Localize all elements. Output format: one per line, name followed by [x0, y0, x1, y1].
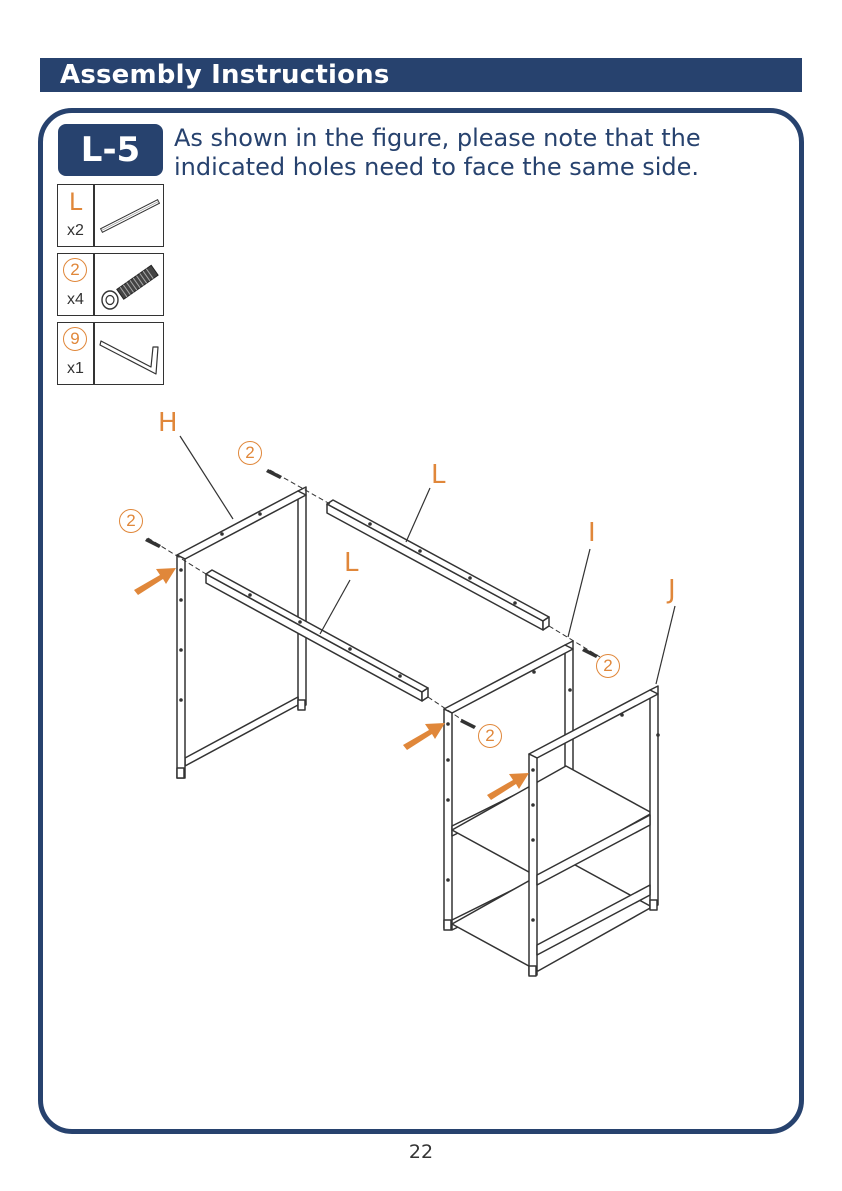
rod-front — [206, 570, 428, 701]
part-qty: x4 — [67, 291, 84, 308]
step-instruction: As shown in the figure, please note that the indicated holes need to face the same side. — [174, 124, 701, 181]
rod-back — [327, 500, 549, 630]
frame-h — [177, 487, 306, 778]
label-h: H — [158, 408, 178, 438]
screw-callout: 2 — [238, 441, 262, 465]
screw-callout: 2 — [478, 724, 502, 748]
label-j: J — [668, 575, 676, 605]
label-l-front: L — [344, 548, 359, 578]
step-badge: L-5 — [58, 124, 163, 176]
page-number: 22 — [408, 1141, 434, 1163]
screw-callout: 2 — [119, 509, 143, 533]
direction-arrows — [134, 568, 529, 800]
part-id: 9 — [63, 327, 87, 351]
part-id: 2 — [63, 258, 87, 282]
label-i: I — [588, 518, 596, 548]
part-id: L — [68, 188, 83, 216]
part-qty: x2 — [67, 222, 84, 239]
screw-callout: 2 — [596, 654, 620, 678]
part-qty: x1 — [67, 360, 84, 377]
label-l-back: L — [431, 460, 446, 490]
page-title: Assembly Instructions — [60, 60, 390, 90]
